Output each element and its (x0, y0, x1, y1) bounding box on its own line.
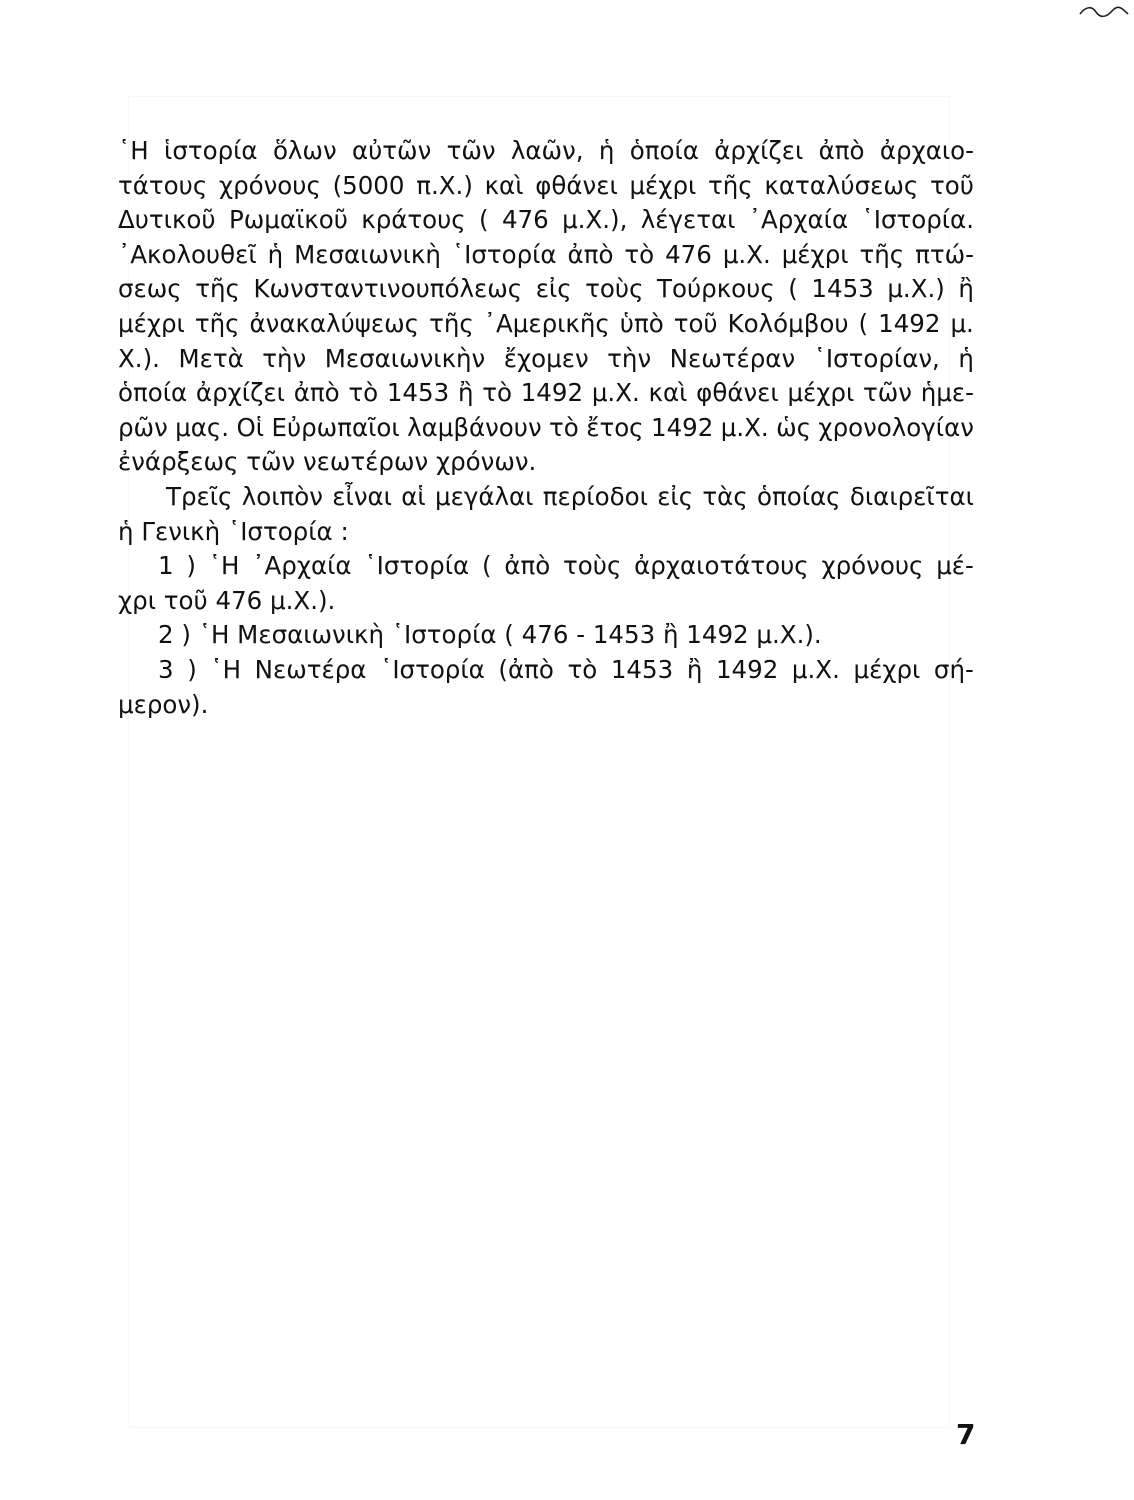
page-number: 7 (956, 1418, 976, 1451)
word: εἰς (535, 274, 572, 304)
word: 1453 (610, 654, 674, 684)
word: ᾿Αρχαία (252, 551, 352, 581)
word: μέχρι (629, 170, 697, 200)
word: ἀρχίζει (714, 136, 804, 165)
word: καὶ (484, 170, 524, 200)
word: (ἀπὸ (498, 654, 554, 684)
word: ἀπὸ (504, 551, 551, 581)
word: Τούρκους (657, 274, 775, 304)
word: τῆς (429, 308, 474, 338)
word: Εὐρωπαῖοι (271, 412, 400, 442)
text-line: ἐνάρξεως τῶν νεωτέρων χρόνων. (118, 447, 537, 477)
word: χρόνους (821, 551, 924, 581)
word: μεγάλαι (435, 481, 534, 511)
word: τὸ (624, 239, 655, 269)
word: 3 (158, 654, 174, 684)
word: κράτους (361, 205, 466, 235)
word: 1492 (650, 412, 714, 442)
word: μας. (175, 412, 230, 442)
word: μέχρι (781, 239, 849, 269)
word: λαῶν, (510, 136, 584, 165)
word: αἱ (401, 481, 426, 511)
word: Χ.). (118, 343, 160, 373)
word: ἀπὸ (567, 239, 614, 269)
word: φθάνει (696, 378, 779, 408)
word: ῾Η (118, 136, 149, 165)
word: τῆς (194, 308, 240, 338)
word: ὁποίας (757, 481, 841, 511)
paragraph-1 (118, 134, 974, 480)
word: 1492 (878, 308, 941, 338)
word: μ.Χ. (791, 654, 840, 684)
word: μέχρι (853, 654, 921, 684)
word: τὴν (607, 343, 652, 373)
word: ὁποία (118, 378, 188, 408)
word: ( (479, 205, 489, 235)
list-item (118, 653, 974, 688)
word: ἔχομεν (503, 343, 589, 373)
word: ἡμε- (920, 378, 974, 408)
word: τοὺς (585, 274, 644, 304)
word: μέ- (936, 551, 974, 581)
word: τοὺς (563, 551, 622, 581)
body-text (118, 134, 974, 722)
word: ἀπὸ (818, 136, 865, 165)
word: τῆς (195, 274, 240, 304)
word: ῾Ιστορία (364, 551, 470, 581)
word: ᾿Αμερικῆς (483, 308, 610, 338)
word: π.Χ.) (416, 170, 473, 200)
text-line (118, 480, 974, 515)
word: ( (788, 274, 798, 304)
word: ) (187, 654, 197, 684)
word: ἔτος (586, 412, 644, 442)
word: τὴν (262, 343, 307, 373)
word: ῾Ιστορίαν, (813, 343, 940, 373)
text-line (118, 203, 974, 238)
period-list (118, 549, 974, 722)
word: ῾Ιστορία (380, 654, 485, 684)
word: Νεωτέραν (669, 343, 796, 373)
text-line (118, 307, 974, 342)
word: μ.Χ.) (887, 274, 945, 304)
word: Κωνσταντινουπόλεως (253, 274, 523, 304)
word: τὸ (348, 378, 379, 408)
word: χρόνους (218, 170, 321, 200)
list-item-continuation: χρι τοῦ 476 μ.Χ.). (118, 585, 336, 615)
text-line (118, 342, 974, 377)
word: ἀπὸ (293, 378, 340, 408)
word: μ.Χ. (722, 239, 771, 269)
word: ὡς (776, 412, 812, 442)
word: ῾Η (210, 654, 242, 684)
word: μέχρι (118, 308, 185, 338)
word: ὑπὸ (619, 308, 664, 338)
word: τὸ (549, 412, 579, 442)
word: τοῦ (929, 170, 974, 200)
word: καταλύσεως (764, 170, 919, 200)
word: 1492 (715, 654, 779, 684)
word: Κολόμβου (727, 308, 849, 338)
word: Τρεῖς (166, 481, 233, 511)
word: 1453 (386, 378, 450, 408)
list-item (118, 549, 974, 584)
word: αὐτῶν (351, 136, 432, 165)
word: ἢ (686, 654, 703, 684)
word: ἢ (958, 274, 974, 304)
word: Μεσαιωνικὴν (324, 343, 486, 373)
word: ἀρχαιο- (879, 136, 974, 165)
word: ) (186, 551, 196, 581)
text-line (118, 134, 974, 169)
word: ἀρχαιοτάτους (634, 551, 809, 581)
word: σεως (118, 274, 182, 304)
word: Οἱ (236, 412, 265, 442)
word: εἶναι (332, 481, 392, 511)
word: τῆς (859, 239, 905, 269)
word: εἰς (657, 481, 694, 511)
word: ῾Ιστορία (451, 239, 557, 269)
word: πτώ- (915, 239, 974, 269)
word: τῶν (446, 136, 496, 165)
word: (5000 (332, 170, 405, 200)
word: ᾿Αρχαία (748, 205, 849, 235)
word: τῆς (708, 170, 753, 200)
word: διαιρεῖται (849, 481, 974, 511)
word: ὁποία (629, 136, 699, 165)
word: Δυτικοῦ (118, 205, 216, 235)
word: ἢ (457, 378, 474, 408)
word: τοῦ (673, 308, 718, 338)
word: 1453 (811, 274, 874, 304)
text-line: ἡ Γενικὴ ῾Ιστορία : (118, 516, 349, 546)
word: καὶ (648, 378, 688, 408)
word: ἡ (958, 343, 974, 373)
word: τῶν (863, 378, 912, 408)
word: ὅλων (272, 136, 337, 165)
word: 476 (501, 205, 549, 235)
word: μ.Χ.), (562, 205, 628, 235)
text-line (118, 411, 974, 446)
word: τὸ (482, 378, 512, 408)
paragraph-2 (118, 480, 974, 549)
word: τὰς (702, 481, 748, 511)
text-line (118, 238, 974, 273)
word: ἀρχίζει (195, 378, 285, 408)
word: Μεσαιωνικὴ (294, 239, 441, 269)
list-item-continuation: μερον). (118, 689, 209, 719)
word: Μετὰ (178, 343, 244, 373)
word: λοιπὸν (241, 481, 323, 511)
word: Νεωτέρα (254, 654, 367, 684)
word: 1492 (520, 378, 584, 408)
word: μ.Χ. (720, 412, 769, 442)
word: μ. (950, 308, 974, 338)
word: λαμβάνουν (407, 412, 542, 442)
word: 1 (158, 551, 174, 581)
word: περίοδοι (542, 481, 648, 511)
text-line (118, 169, 974, 204)
corner-scribble (1078, 2, 1130, 22)
word: λέγεται (640, 205, 736, 235)
word: ῾Η (208, 551, 240, 581)
word: ἱστορία (164, 136, 258, 165)
word: ( (858, 308, 869, 338)
word: ἡ (267, 239, 284, 269)
word: μ.Χ. (591, 378, 640, 408)
word: ἀνακαλύψεως (249, 308, 420, 338)
word: Ρωμαϊκοῦ (228, 205, 348, 235)
word: 476 (665, 239, 712, 269)
word: σή- (933, 654, 974, 684)
word: ᾿Ακολουθεῖ (118, 239, 257, 269)
word: τὸ (567, 654, 598, 684)
word: ρῶν (118, 412, 168, 442)
list-item: 2 ) ῾Η Μεσαιωνικὴ ῾Ιστορία ( 476 - 1453 ἢ 1492 μ.Χ.). (158, 620, 822, 650)
word: ( (481, 551, 492, 581)
word: ἡ (598, 136, 615, 165)
word: τάτους (118, 170, 208, 200)
text-line (118, 272, 974, 307)
word: χρονολογίαν (818, 412, 974, 442)
word: μέχρι (787, 378, 855, 408)
word: ῾Ιστορία. (861, 205, 974, 235)
word: φθάνει (535, 170, 618, 200)
text-line (118, 376, 974, 411)
